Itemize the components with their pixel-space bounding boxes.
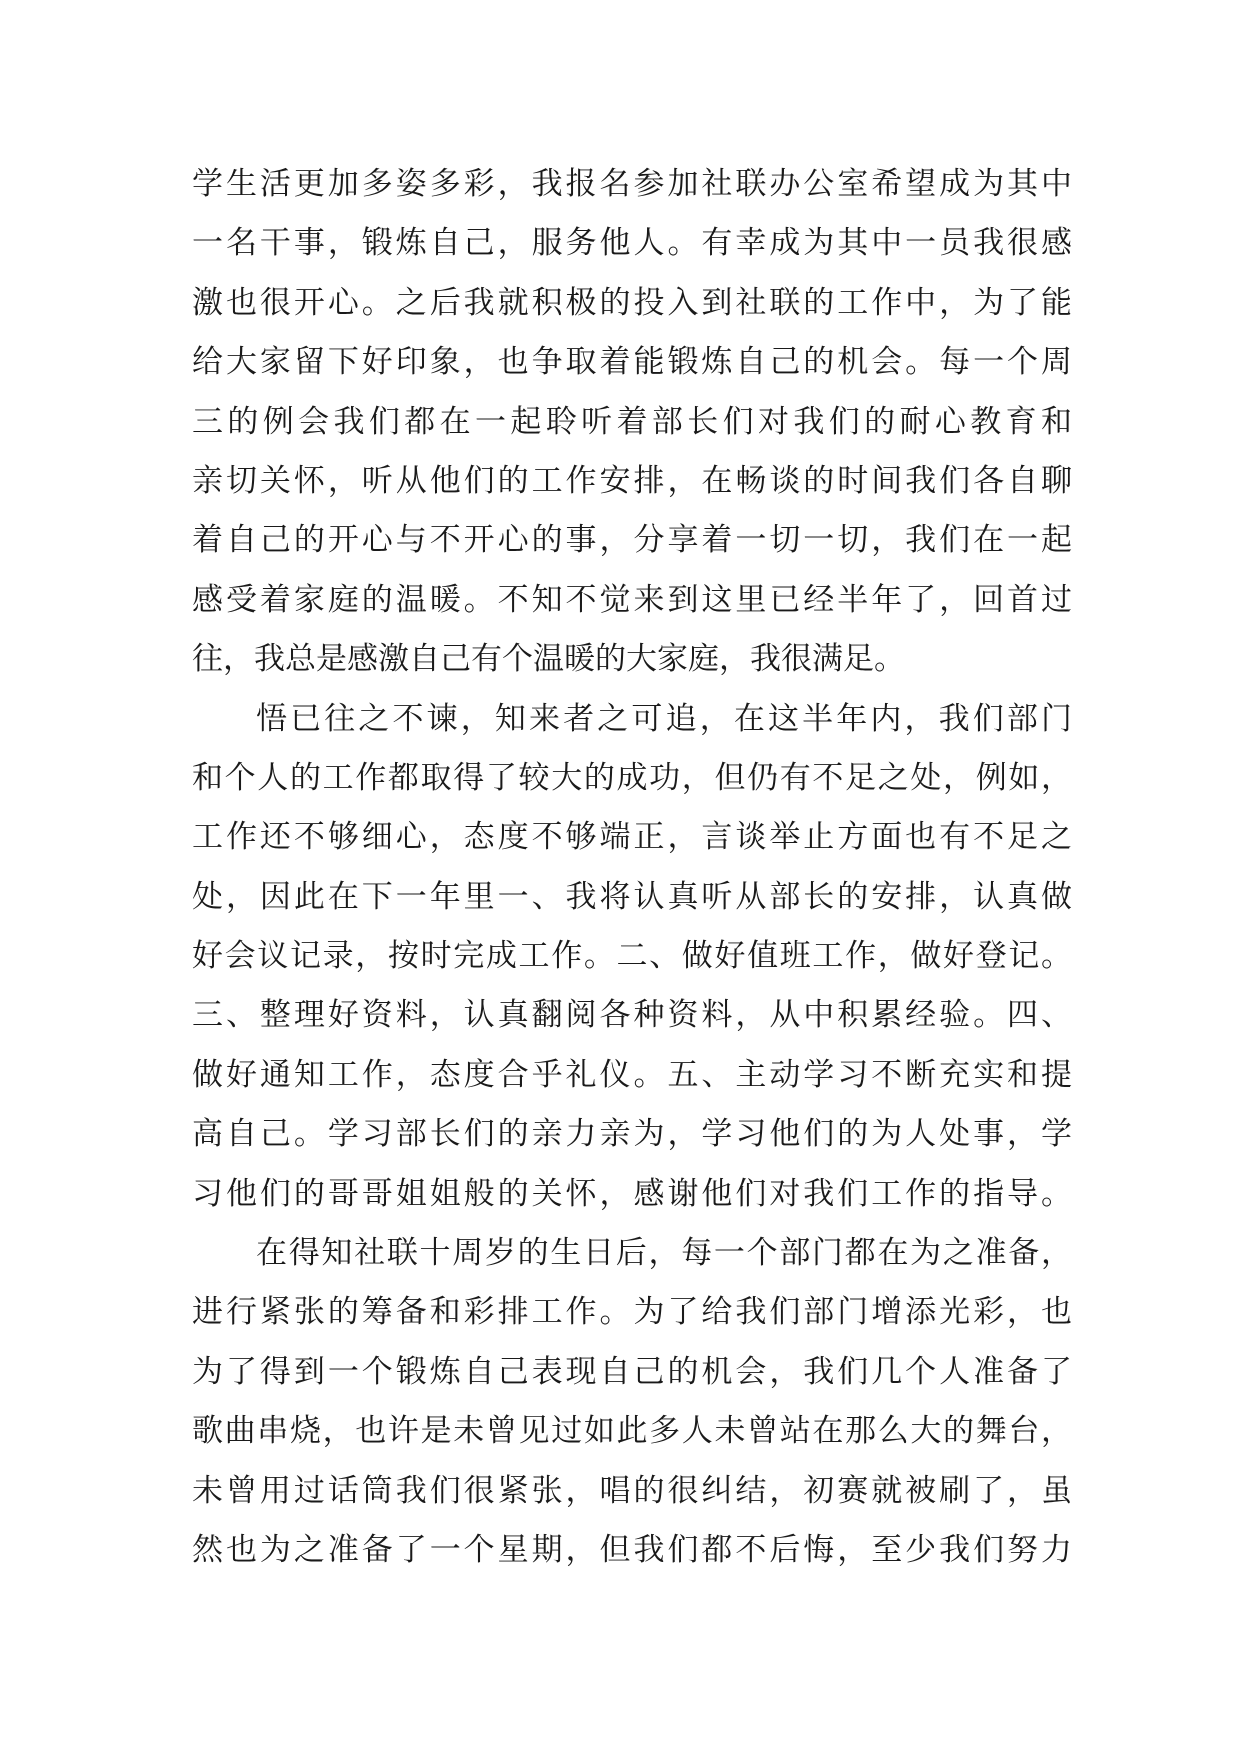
- text-line: 处，因此在下一年里一、我将认真听从部长的安排，认真做: [192, 878, 1072, 915]
- paragraph-end-line: 往，我总是感激自己有个温暖的大家庭，我很满足。: [192, 641, 905, 678]
- text-line: 为了得到一个锻炼自己表现自己的机会，我们几个人准备了: [192, 1353, 1072, 1390]
- text-line: 和个人的工作都取得了较大的成功，但仍有不足之处，例如，: [192, 759, 1072, 796]
- text-line: 学生活更加多姿多彩，我报名参加社联办公室希望成为其中: [192, 166, 1072, 202]
- paragraph-end-line: 习他们的哥哥姐姐般的关怀，感谢他们对我们工作的指导。: [192, 1175, 1072, 1212]
- text-line: 一名干事，锻炼自己，服务他人。有幸成为其中一员我很感: [192, 225, 1072, 262]
- text-line: 歌曲串烧，也许是未曾见过如此多人未曾站在那么大的舞台，: [192, 1413, 1072, 1450]
- text-line: 进行紧张的筹备和彩排工作。为了给我们部门增添光彩，也: [192, 1294, 1072, 1331]
- text-line: 着自己的开心与不开心的事，分享着一切一切，我们在一起: [192, 522, 1072, 559]
- text-line: 高自己。学习部长们的亲力亲为，学习他们的为人处事，学: [192, 1116, 1072, 1153]
- text-line: 工作还不够细心，态度不够端正，言谈举止方面也有不足之: [192, 819, 1072, 856]
- text-line: 感受着家庭的温暖。不知不觉来到这里已经半年了，回首过: [192, 581, 1072, 618]
- text-line: 未曾用过话筒我们很紧张，唱的很纠结，初赛就被刷了，虽: [192, 1472, 1072, 1509]
- text-line: 亲切关怀，听从他们的工作安排，在畅谈的时间我们各自聊: [192, 462, 1072, 499]
- text-line: 好会议记录，按时完成工作。二、做好值班工作，做好登记。: [192, 938, 1072, 975]
- text-line: 给大家留下好印象，也争取着能锻炼自己的机会。每一个周: [192, 344, 1072, 381]
- text-line: 三、整理好资料，认真翻阅各种资料，从中积累经验。四、: [192, 997, 1072, 1034]
- body-text: [192, 155, 1072, 1580]
- text-line: 激也很开心。之后我就积极的投入到社联的工作中，为了能: [192, 284, 1072, 321]
- paragraph-start-line: 在得知社联十周岁的生日后，每一个部门都在为之准备，: [256, 1235, 1072, 1272]
- text-line: 三的例会我们都在一起聆听着部长们对我们的耐心教育和: [192, 403, 1072, 440]
- paragraph-start-line: 悟已往之不谏，知来者之可追，在这半年内，我们部门: [256, 700, 1072, 737]
- text-line: 做好通知工作，态度合乎礼仪。五、主动学习不断充实和提: [192, 1056, 1072, 1093]
- text-line: 然也为之准备了一个星期，但我们都不后悔，至少我们努力: [192, 1531, 1072, 1568]
